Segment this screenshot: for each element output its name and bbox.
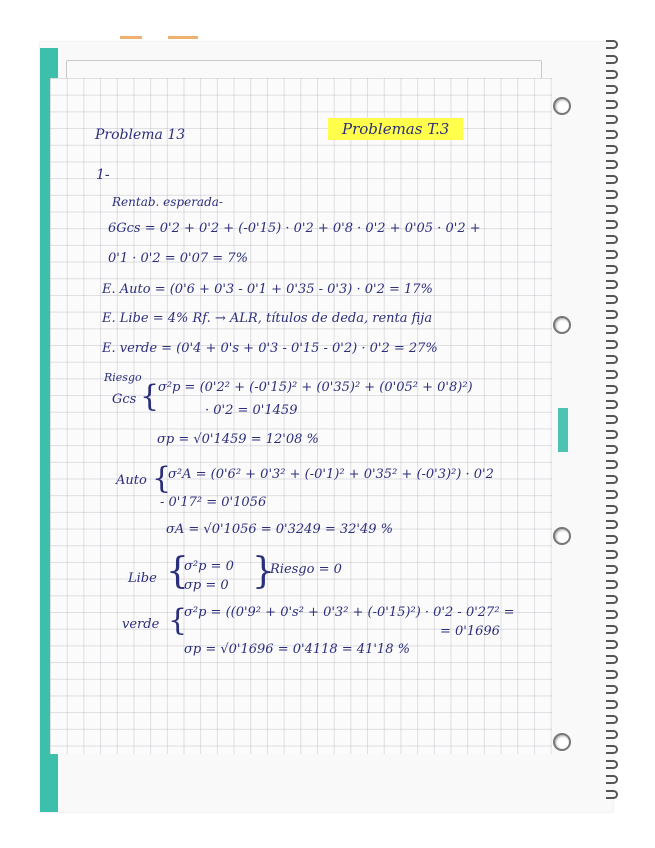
auto-std-dev: σA = √0'1056 = 0'3249 = 32'49 % (166, 522, 394, 537)
gcs-variance-line-2: · 0'2 = 0'1459 (205, 403, 298, 418)
spiral-coil (606, 55, 618, 64)
spiral-coil (606, 430, 618, 439)
binder-hole (553, 527, 571, 545)
spiral-coil (606, 655, 618, 664)
spiral-coil (606, 760, 618, 769)
spiral-coil (606, 295, 618, 304)
auto-return-line: E. Auto = (0'6 + 0'3 - 0'1 + 0'35 - 0'3) · 0'2 = 17% (102, 282, 433, 297)
verde-return-line: E. verde = (0'4 + 0's + 0'3 - 0'15 - 0'2) · 0'2 = 27% (102, 341, 438, 356)
spiral-coil (606, 490, 618, 499)
spiral-coil (606, 175, 618, 184)
spiral-coil (606, 130, 618, 139)
auto-variance-line-2: - 0'17² = 0'1056 (160, 495, 267, 510)
verde-variance-line-2: = 0'1696 (440, 624, 500, 639)
spiral-coil (606, 520, 618, 529)
spiral-coil (606, 280, 618, 289)
page-tab-marker (168, 36, 198, 39)
spiral-coil (606, 145, 618, 154)
binder-hole (553, 97, 571, 115)
spiral-coil (606, 505, 618, 514)
spiral-coil (606, 625, 618, 634)
spiral-coil (606, 400, 618, 409)
spiral-coil (606, 565, 618, 574)
spiral-coil (606, 340, 618, 349)
spiral-coil (606, 40, 618, 49)
spiral-coil (606, 730, 618, 739)
libe-brace-right: } (252, 551, 275, 592)
spiral-coil (606, 385, 618, 394)
spiral-coil (606, 745, 618, 754)
spiral-coil (606, 700, 618, 709)
question-number: 1- (96, 167, 110, 183)
spiral-coil (606, 610, 618, 619)
auto-brace: { (152, 461, 172, 496)
spiral-coil (606, 415, 618, 424)
brand-label (558, 408, 568, 452)
verde-variance-line-1: σ²p = ((0'9² + 0's² + 0'3² + (-0'15)²) · 0'2 - 0'27² = (184, 605, 515, 620)
libe-variance: σ²p = 0 (184, 559, 234, 574)
spiral-coil (606, 100, 618, 109)
gcs-return-line-1: 6Gcs = 0'2 + 0'2 + (-0'15) · 0'2 + 0'8 · 0'2 + 0'05 · 0'2 + (108, 221, 481, 236)
verde-std-dev: σp = √0'1696 = 0'4118 = 41'18 % (184, 642, 410, 657)
spiral-coil (606, 235, 618, 244)
gcs-brace: { (140, 379, 160, 414)
spiral-coil (606, 535, 618, 544)
page-tab-marker (120, 36, 142, 39)
auto-label: Auto (116, 473, 147, 488)
binder-hole (553, 316, 571, 334)
spiral-coil (606, 325, 618, 334)
libe-risk: Riesgo = 0 (270, 562, 342, 577)
libe-return-line: E. Libe = 4% Rf. → ALR, títulos de deda, renta fija (102, 311, 433, 326)
spiral-coil (606, 355, 618, 364)
spiral-coil (606, 445, 618, 454)
spiral-coil (606, 790, 618, 799)
spiral-coil (606, 265, 618, 274)
spiral-coil (606, 160, 618, 169)
risk-label: Riesgo (104, 371, 142, 384)
spiral-coil (606, 250, 618, 259)
spiral-coil (606, 715, 618, 724)
gcs-variance-line-1: σ²p = (0'2² + (-0'15)² + (0'35)² + (0'05² + 0'8)²) (158, 380, 473, 395)
spiral-coil (606, 580, 618, 589)
spiral-coil (606, 670, 618, 679)
spiral-coil (606, 70, 618, 79)
spiral-coil (606, 685, 618, 694)
spiral-coil (606, 460, 618, 469)
spiral-coil (606, 205, 618, 214)
page-heading (328, 122, 463, 137)
spiral-coil (606, 220, 618, 229)
verde-brace: { (168, 603, 188, 638)
libe-brace-left: { (166, 551, 189, 592)
binder-hole (553, 733, 571, 751)
gcs-label: Gcs (112, 392, 137, 407)
auto-variance-line-1: σ²A = (0'6² + 0'3² + (-0'1)² + 0'35² + (-0'3)²) · 0'2 (168, 467, 494, 482)
gcs-return-line-2: 0'1 · 0'2 = 0'07 = 7% (108, 251, 248, 266)
spiral-coil (606, 475, 618, 484)
spiral-coil (606, 115, 618, 124)
spiral-coil (606, 190, 618, 199)
verde-label: verde (122, 617, 160, 632)
gcs-std-dev: σp = √0'1459 = 12'08 % (157, 432, 319, 447)
spiral-coil (606, 85, 618, 94)
spiral-coil (606, 595, 618, 604)
spiral-coil (606, 640, 618, 649)
heading-highlight: Problemas T.3 (328, 118, 463, 140)
problem-title: Problema 13 (95, 127, 186, 143)
spiral-coil (606, 775, 618, 784)
libe-label: Libe (128, 571, 157, 586)
spiral-coil (606, 370, 618, 379)
expected-return-label: Rentab. esperada- (112, 195, 223, 209)
spiral-coil (606, 550, 618, 559)
spiral-coil (606, 310, 618, 319)
libe-std-dev: σp = 0 (184, 578, 229, 593)
